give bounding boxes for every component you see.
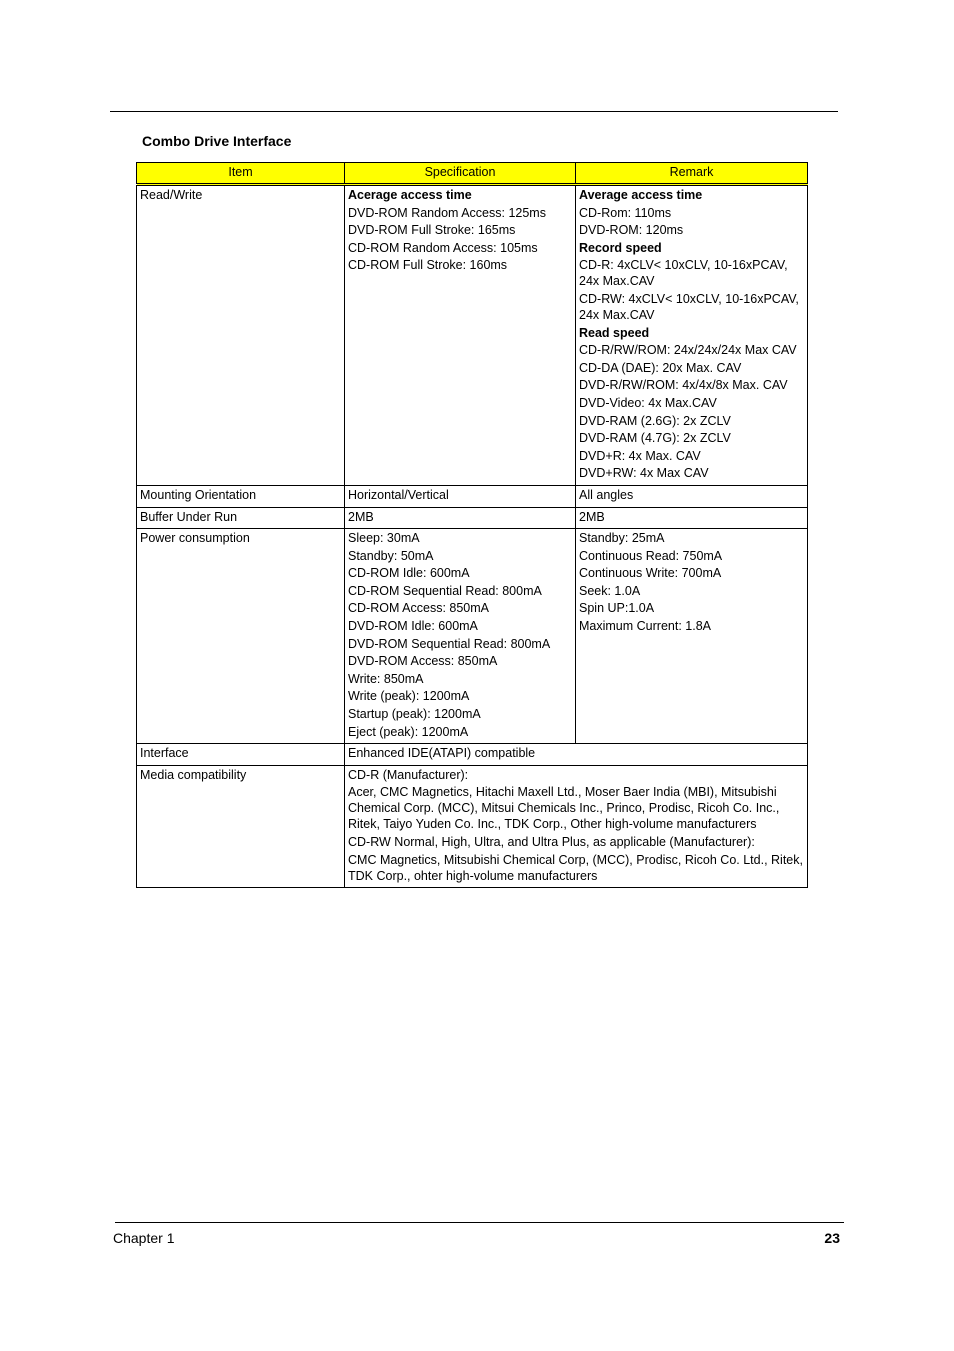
column-header-specification: Specification bbox=[345, 163, 576, 185]
subheading: Acerage access time bbox=[348, 188, 472, 202]
spec-line: CD-ROM Access: 850mA bbox=[348, 601, 490, 616]
spec-line: Maximum Current: 1.8A bbox=[579, 619, 711, 634]
item-label: Mounting Orientation bbox=[140, 487, 257, 502]
cell-item bbox=[137, 765, 345, 887]
spec-line: DVD-RAM (2.6G): 2x ZCLV bbox=[579, 413, 731, 428]
header-rule bbox=[110, 111, 838, 112]
subheading: Average access time bbox=[579, 188, 703, 202]
cell-item bbox=[137, 529, 345, 744]
cell-remark bbox=[576, 185, 808, 486]
spec-line: DVD-ROM: 120ms bbox=[579, 223, 684, 238]
item-label: Buffer Under Run bbox=[140, 509, 238, 524]
spec-line: CD-RW Normal, High, Ultra, and Ultra Plus, as applicable (Manufacturer): bbox=[348, 835, 755, 849]
table-row bbox=[137, 507, 808, 529]
spec-line: Sleep: 30mA bbox=[348, 531, 420, 546]
cell-specification bbox=[345, 485, 576, 507]
table-row bbox=[137, 529, 808, 744]
spec-line: Acer, CMC Magnetics, Hitachi Maxell Ltd., Moser Baer India (MBI), Mitsubishi Chemical Corp. (MCC), Mitsui Chemicals Inc., Princo, Prodisc, Ricoh Co. Inc., Ritek, Taiyo Yuden Co. Inc., TDK Corp., Other high-volume manufacturers bbox=[348, 785, 780, 832]
combo-drive-spec-table bbox=[136, 162, 808, 888]
spec-line: Continuous Read: 750mA bbox=[579, 548, 723, 563]
spec-line: 2MB bbox=[348, 509, 374, 524]
cell-specification bbox=[345, 529, 576, 744]
spec-line: All angles bbox=[579, 487, 634, 502]
spec-line: 2MB bbox=[579, 509, 605, 524]
spec-line: DVD+R: 4x Max. CAV bbox=[579, 448, 701, 463]
spec-line: CD-R: 4xCLV< 10xCLV, 10-16xPCAV, 24x Max.CAV bbox=[579, 258, 788, 289]
spec-line: CD-RW: 4xCLV< 10xCLV, 10-16xPCAV, 24x Max.CAV bbox=[579, 291, 799, 322]
footer-chapter: Chapter 1 bbox=[113, 1230, 175, 1246]
spec-line: Horizontal/Vertical bbox=[348, 487, 449, 502]
spec-line: Standby: 25mA bbox=[579, 531, 665, 546]
spec-line: CD-Rom: 110ms bbox=[579, 205, 672, 220]
section-title: Combo Drive Interface bbox=[142, 133, 292, 149]
spec-line: DVD-ROM Random Access: 125ms bbox=[348, 205, 546, 220]
column-header-item: Item bbox=[137, 163, 345, 185]
cell-remark bbox=[576, 507, 808, 529]
spec-line: DVD-R/RW/ROM: 4x/4x/8x Max. CAV bbox=[579, 378, 788, 393]
subheading: Read speed bbox=[579, 325, 650, 340]
cell-specification bbox=[345, 744, 808, 766]
spec-line: CD-R (Manufacturer): bbox=[348, 767, 469, 782]
spec-line: Standby: 50mA bbox=[348, 548, 434, 563]
spec-line: CD-ROM Idle: 600mA bbox=[348, 566, 470, 581]
table-row bbox=[137, 765, 808, 887]
cell-remark bbox=[576, 529, 808, 744]
cell-specification bbox=[345, 185, 576, 486]
spec-line: Write: 850mA bbox=[348, 671, 424, 686]
cell-item bbox=[137, 185, 345, 486]
item-label: Power consumption bbox=[140, 531, 250, 546]
spec-line: CMC Magnetics, Mitsubishi Chemical Corp, (MCC), Prodisc, Ricoh Co. Ltd., Ritek, TDK Corp., ohter high-volume manufacturers bbox=[348, 852, 803, 883]
spec-line: CD-ROM Full Stroke: 160ms bbox=[348, 258, 508, 273]
spec-line: DVD+RW: 4x Max CAV bbox=[579, 466, 709, 481]
subheading: Record speed bbox=[579, 240, 662, 255]
spec-line: DVD-Video: 4x Max.CAV bbox=[579, 395, 717, 410]
table-header-row bbox=[137, 163, 808, 185]
cell-item bbox=[137, 485, 345, 507]
footer-page-number: 23 bbox=[824, 1230, 840, 1246]
spec-line: Write (peak): 1200mA bbox=[348, 689, 470, 704]
spec-line: CD-DA (DAE): 20x Max. CAV bbox=[579, 360, 742, 375]
spec-line: CD-R/RW/ROM: 24x/24x/24x Max CAV bbox=[579, 343, 797, 358]
cell-item bbox=[137, 744, 345, 766]
spec-line: Eject (peak): 1200mA bbox=[348, 724, 469, 739]
item-label: Read/Write bbox=[140, 188, 203, 202]
spec-line: Enhanced IDE(ATAPI) compatible bbox=[348, 746, 536, 761]
spec-line: Spin UP:1.0A bbox=[579, 601, 655, 616]
cell-specification bbox=[345, 507, 576, 529]
spec-line: CD-ROM Random Access: 105ms bbox=[348, 240, 538, 255]
table-row bbox=[137, 185, 808, 486]
item-label: Media compatibility bbox=[140, 767, 247, 782]
cell-remark bbox=[576, 485, 808, 507]
spec-line: DVD-RAM (4.7G): 2x ZCLV bbox=[579, 431, 731, 446]
spec-line: DVD-ROM Full Stroke: 165ms bbox=[348, 223, 516, 238]
cell-item bbox=[137, 507, 345, 529]
cell-specification bbox=[345, 765, 808, 887]
table-row bbox=[137, 485, 808, 507]
spec-line: Seek: 1.0A bbox=[579, 583, 641, 598]
spec-line: Continuous Write: 700mA bbox=[579, 566, 722, 581]
spec-line: DVD-ROM Access: 850mA bbox=[348, 654, 498, 669]
spec-line: DVD-ROM Sequential Read: 800mA bbox=[348, 636, 551, 651]
column-header-remark: Remark bbox=[576, 163, 808, 185]
item-label: Interface bbox=[140, 746, 189, 761]
spec-line: Startup (peak): 1200mA bbox=[348, 707, 481, 722]
footer-rule bbox=[115, 1222, 844, 1223]
table-row bbox=[137, 744, 808, 766]
spec-line: DVD-ROM Idle: 600mA bbox=[348, 619, 478, 634]
spec-line: CD-ROM Sequential Read: 800mA bbox=[348, 583, 542, 598]
